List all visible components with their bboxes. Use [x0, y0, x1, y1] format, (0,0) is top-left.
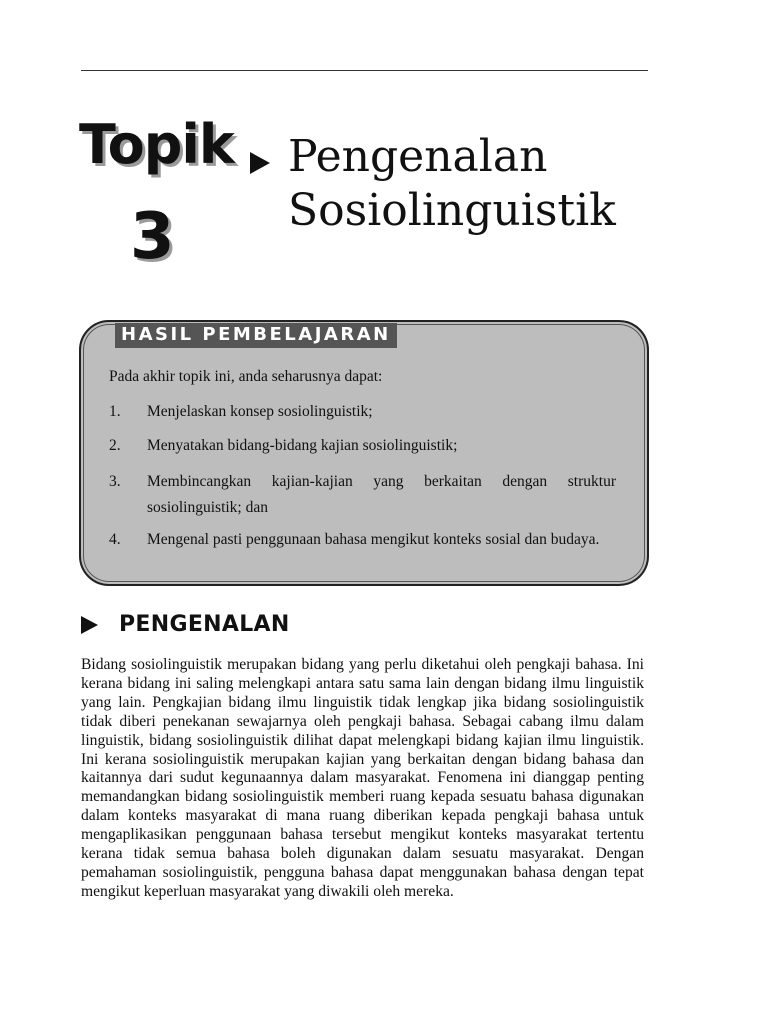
learning-outcomes-intro: Pada akhir topik ini, anda seharusnya dapat: [109, 368, 383, 385]
list-item-text: Membincangkan kajian-kajian yang berkaitan dengan struktur sosiolinguistik; dan [147, 473, 616, 516]
list-item-text: Menyatakan bidang-bidang kajian sosiolinguistik; [147, 437, 458, 454]
learning-outcomes-list [109, 400, 616, 562]
page-title-line-2: Sosiolinguistik [288, 185, 616, 236]
page-title [288, 130, 616, 238]
topic-label: Topik [79, 113, 234, 176]
list-item [109, 434, 616, 457]
page-title-line-1: Pengenalan [288, 131, 548, 182]
list-item-number: 1. [109, 403, 121, 420]
list-item [109, 529, 616, 550]
list-item-text: Mengenal pasti penggunaan bahasa mengikut konteks sosial dan budaya. [147, 531, 600, 548]
list-item-text: Menjelaskan konsep sosiolinguistik; [147, 403, 373, 420]
triangle-arrow-icon [250, 152, 270, 174]
intro-paragraph: Bidang sosiolinguistik merupakan bidang yang perlu diketahui oleh pengkaji bahasa. Ini kerana bidang ini saling melengkapi antara satu sama lain dengan bidang ilmu linguistik yang lain. Pengkajian bidang ilmu linguistik tidak lengkap jika bidang sosiolinguistik tidak diberi penekanan sewajarnya oleh pengkaji bahasa. Sebagai cabang ilmu dalam linguistik, bidang sosiolinguistik dilihat dapat melengkapi bidang kajian ilmu linguistik. Ini kerana sosiolinguistik merupakan kajian yang berkaitan dengan bidang bahasa dan kaitannya dari sudut kegunaannya dalam masyarakat. Fenomena ini dianggap penting memandangkan bidang sosiolinguistik memberi ruang kepada sesuatu bahasa digunakan dalam konteks masyarakat di mana ruang diberikan kepada pengkaji bahasa untuk mengaplikasikan penggunaan bahasa tersebut mengikut konteks masyarakat tertentu kerana tidak semua bahasa boleh digunakan dalam sesuatu masyarakat. Dengan pemahaman sosiolinguistik, pengguna bahasa dapat menggunakan bahasa dengan tepat mengikut keperluan masyarakat yang diwakili oleh mereka. [81, 656, 644, 900]
list-item [109, 400, 616, 423]
list-item-number: 3. [109, 473, 121, 490]
section-heading [81, 612, 290, 637]
top-rule [81, 70, 648, 71]
list-item [109, 469, 616, 521]
list-item-number: 4. [109, 531, 121, 548]
topic-number: 3 [130, 200, 175, 274]
section-title: PENGENALAN [119, 612, 290, 637]
triangle-arrow-icon [81, 616, 98, 634]
learning-outcomes-heading: HASIL PEMBELAJARAN [115, 323, 397, 348]
list-item-number: 2. [109, 437, 121, 454]
